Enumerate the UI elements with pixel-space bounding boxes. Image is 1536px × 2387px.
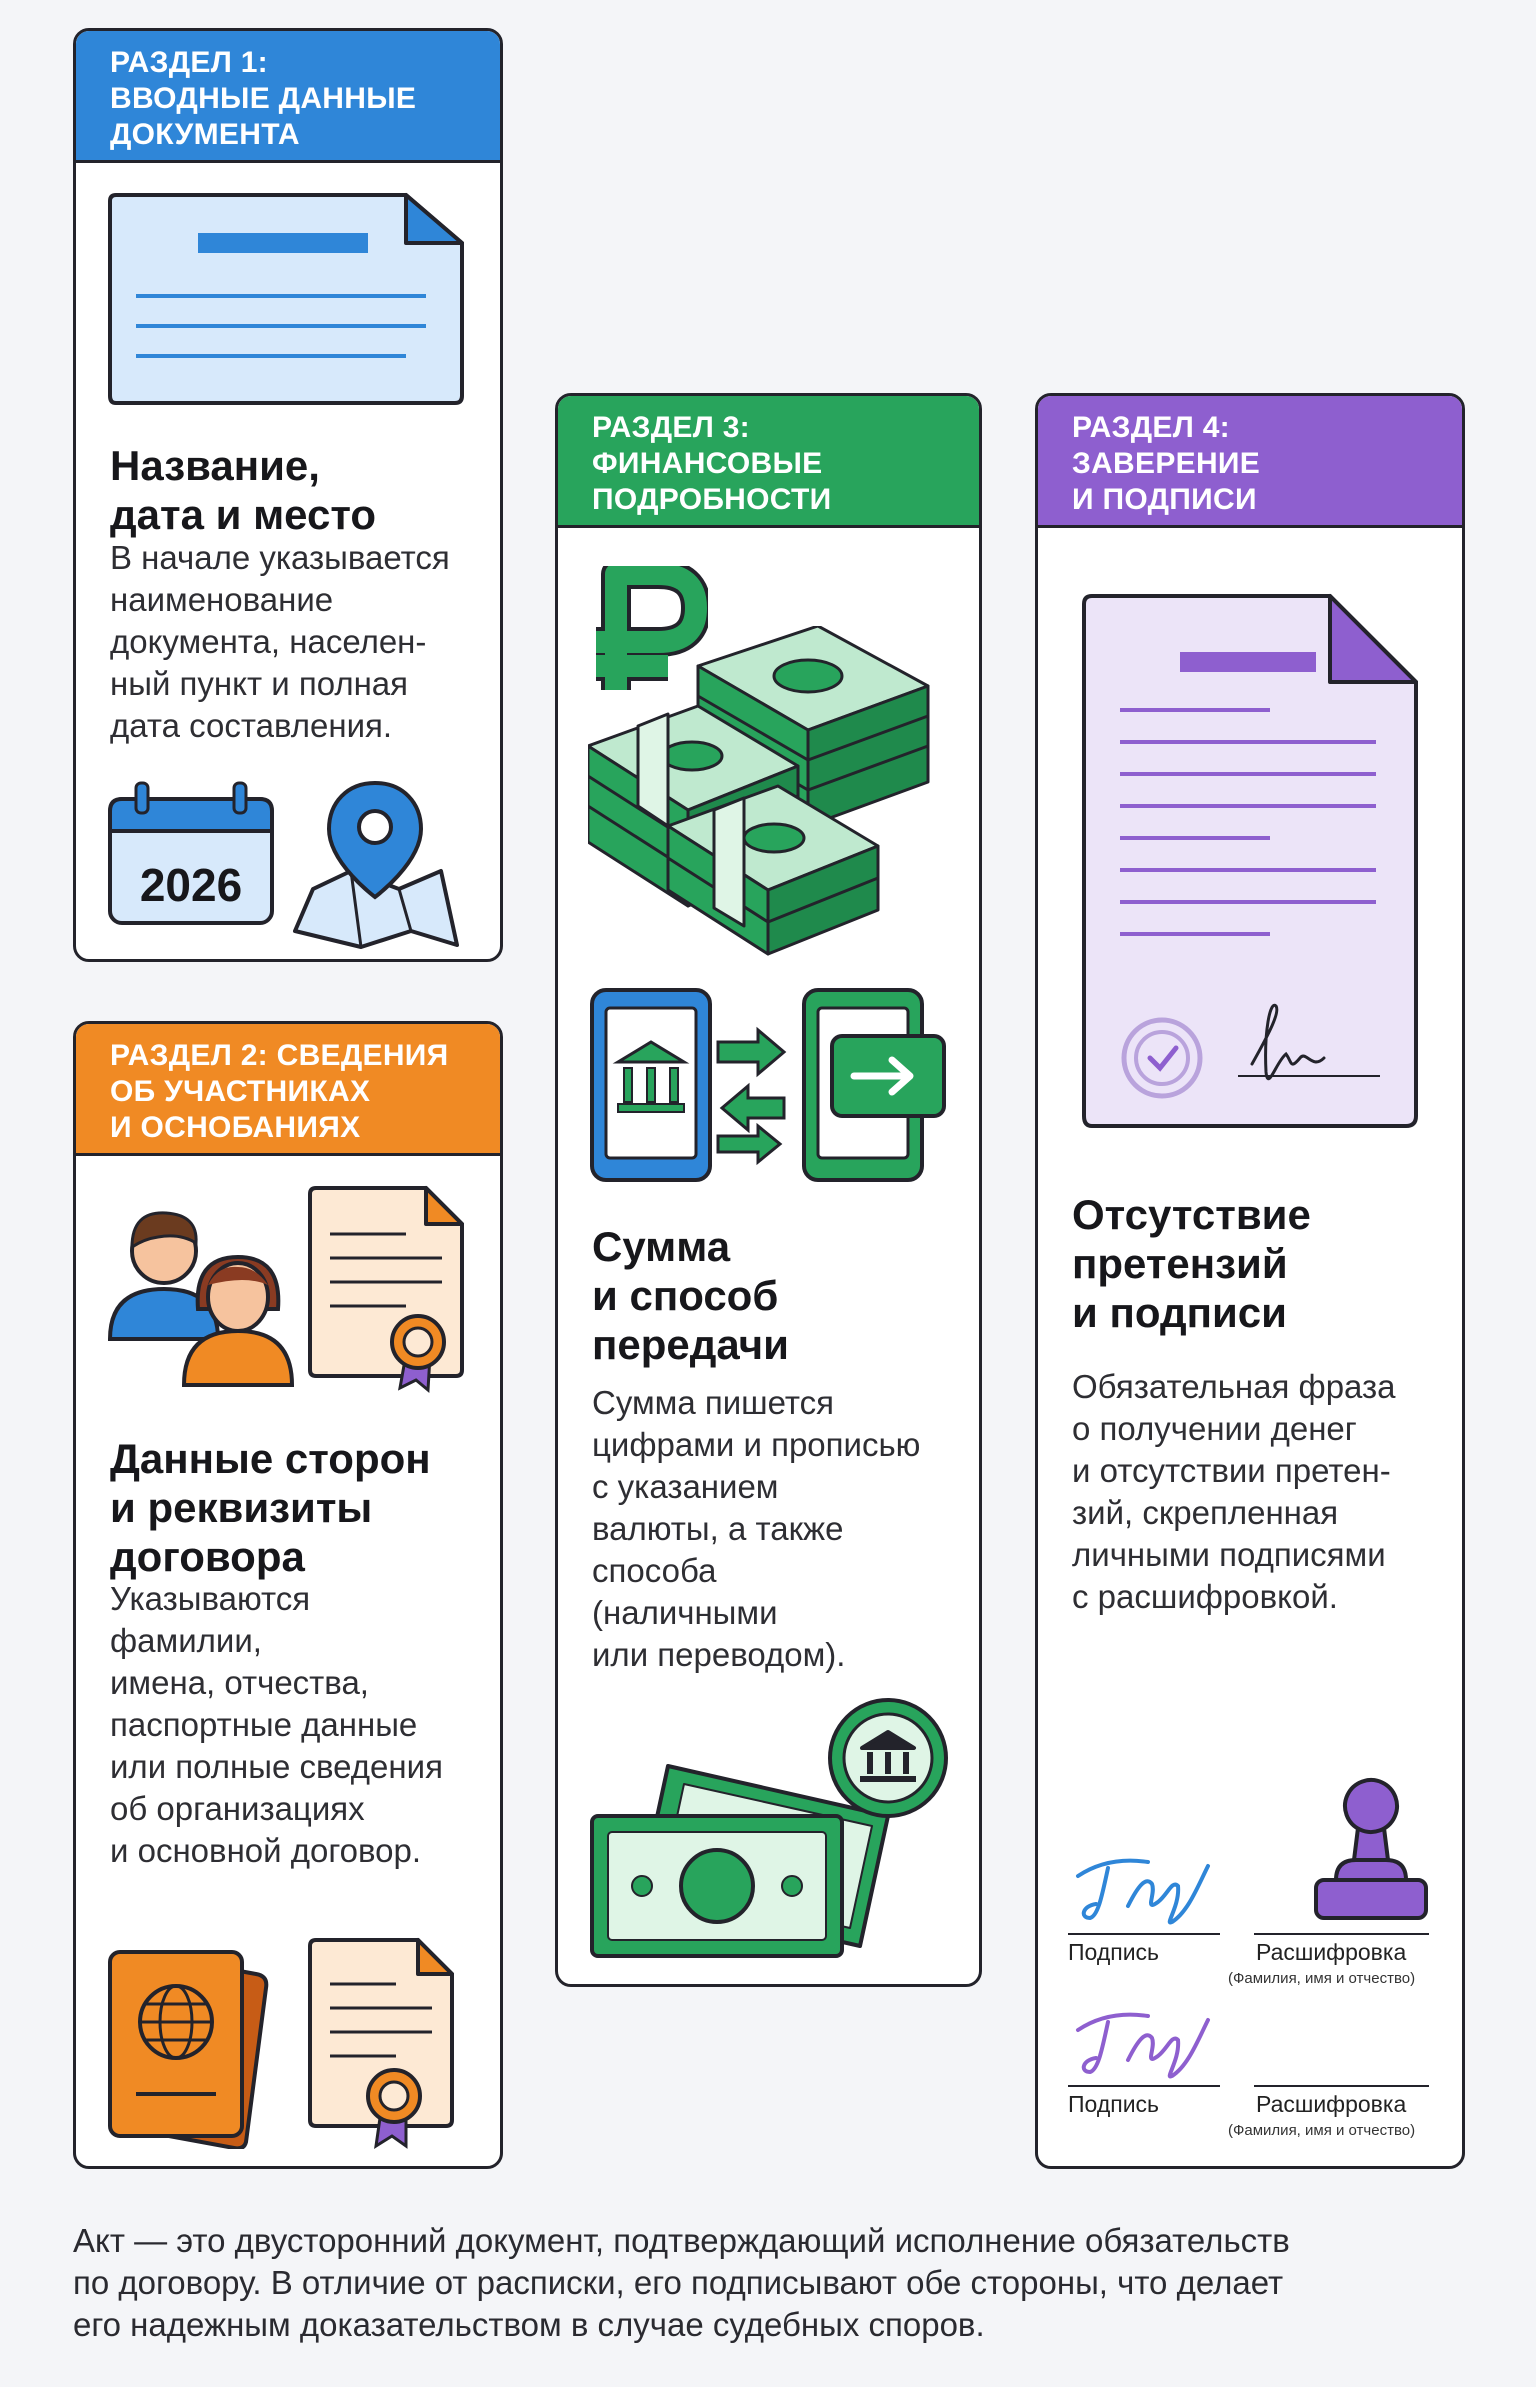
section-1-title: Название, дата и место (110, 442, 377, 538)
signature-1-line (1068, 1933, 1220, 1935)
svg-text:2026: 2026 (139, 859, 243, 911)
contract-document-icon (306, 1936, 456, 2150)
certificate-icon (306, 1184, 466, 1394)
passport-icon (106, 1944, 296, 2149)
signature-2-icon (1068, 2000, 1218, 2090)
stamp-icon (1306, 1776, 1436, 1926)
section-4-card (1035, 393, 1465, 2169)
signature-1-icon (1068, 1846, 1218, 1936)
decode-1-label: Расшифровка (1256, 1939, 1407, 1965)
section-2-body: Указываются фамилии, имена, отчества, паспортные данные или полные сведения об организациях и основной договор. (110, 1580, 443, 1869)
bank-transfer-icon (588, 986, 948, 1186)
section-2-card (73, 1021, 503, 2169)
section-2-title: Данные сторон и реквизиты договора (110, 1435, 431, 1580)
map-pin-icon (291, 779, 461, 954)
money-stacks-icon (588, 626, 948, 956)
section-3-header: РАЗДЕЛ 3: ФИНАНСОВЫЕ ПОДРОБНОСТИ (558, 396, 979, 528)
decode-2-hint: (Фамилия, имя и отчество) (1228, 2122, 1416, 2139)
decode-2-line (1254, 2085, 1429, 2087)
decode-1-hint: (Фамилия, имя и отчество) (1228, 1970, 1416, 1987)
decode-2-label: Расшифровка (1256, 2091, 1407, 2117)
section-4-title: Отсутствие претензий и подписи (1072, 1191, 1311, 1336)
footnote: Акт — это двусторонний документ, подтверждающий исполнение обязательств по договору. В отличие от расписки, его подписывают обе стороны, что делает его надежным доказательством в случае судебных споров. (73, 2222, 1290, 2343)
decode-1-line (1254, 1933, 1429, 1935)
banknotes-bank-icon (588, 1696, 958, 1966)
signature-1-label: Подпись (1068, 1939, 1160, 1965)
people-icon (106, 1189, 306, 1389)
section-1-card (73, 28, 503, 962)
section-3-body: Сумма пишется цифрами и прописью с указанием валюты, а также способа (наличными или переводом). (592, 1384, 921, 1673)
signature-2-label: Подпись (1068, 2091, 1160, 2117)
section-3-title: Сумма и способ передачи (592, 1223, 789, 1368)
section-1-body: В начале указывается наименование документа, населен- ный пункт и полная дата составления. (110, 539, 450, 744)
signature-2-line (1068, 2085, 1220, 2087)
section-4-body: Обязательная фраза о получении денег и отсутствии претен- зий, скрепленная личными подписями с расшифровкой. (1072, 1368, 1396, 1615)
document-header-icon (106, 191, 466, 411)
section-1-header: РАЗДЕЛ 1: ВВОДНЫЕ ДАННЫЕ ДОКУМЕНТА (76, 31, 500, 163)
calendar-icon (106, 779, 276, 929)
section-4-header: РАЗДЕЛ 4: ЗАВЕРЕНИЕ И ПОДПИСИ (1038, 396, 1462, 528)
section-2-header: РАЗДЕЛ 2: СВЕДЕНИЯ ОБ УЧАСТНИКАХ И ОСНОБАНИЯХ (76, 1024, 500, 1156)
section-3-card (555, 393, 982, 1987)
signed-document-icon (1080, 592, 1420, 1132)
